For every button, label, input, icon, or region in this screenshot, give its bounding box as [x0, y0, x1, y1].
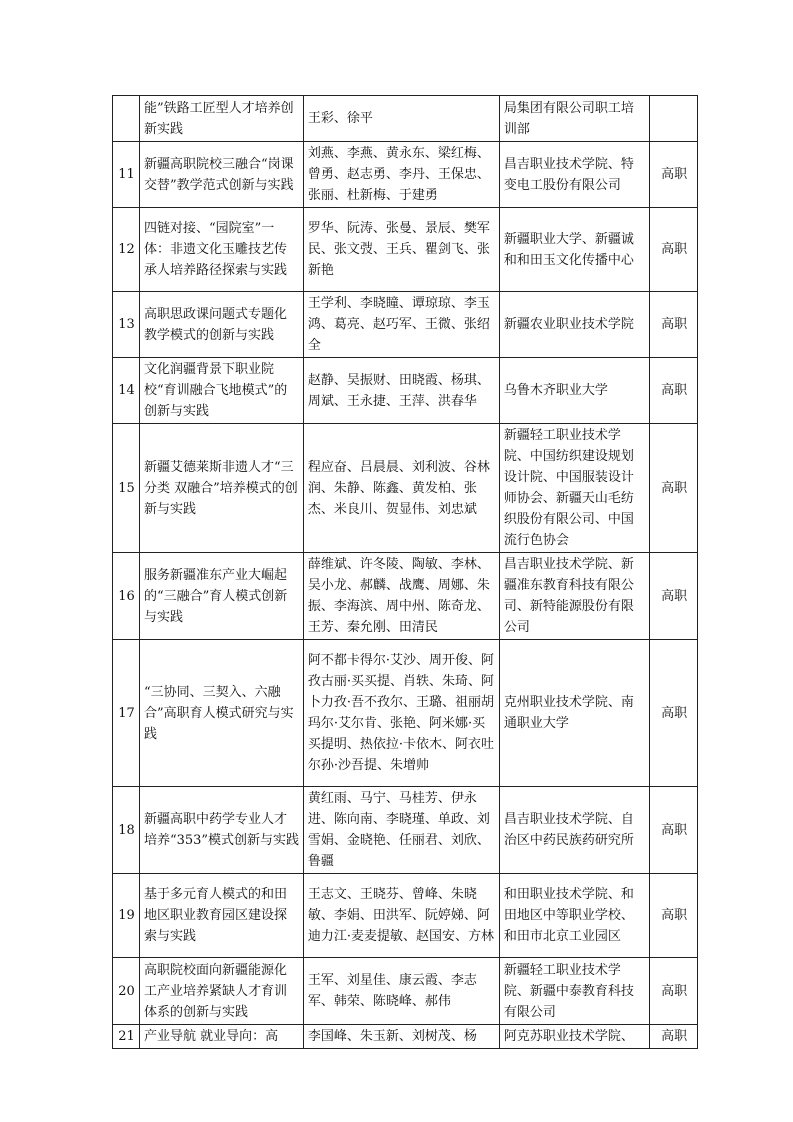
- completing-unit: 乌鲁木齐职业大学: [499, 358, 649, 424]
- row-number: 12: [113, 208, 140, 292]
- project-title: 文化润疆背景下职业院校“育训融合飞地模式”的创新与实践: [139, 358, 303, 424]
- category: 高职: [650, 640, 698, 787]
- category: 高职: [650, 208, 698, 292]
- project-title: 基于多元育人模式的和田地区职业教育园区建设探索与实践: [139, 874, 303, 958]
- project-members: 阿不都卡得尔·艾沙、周开俊、阿孜古丽·买买提、肖轶、朱琦、阿卜力孜·吾不孜尔、王璐、祖丽胡玛尔·艾尔肯、张艳、阿米娜·买买提明、热依拉·卡依木、阿衣吐尔孙·沙吾提、朱增帅: [303, 640, 499, 787]
- row-number: 13: [113, 292, 140, 358]
- table-row: [113, 142, 698, 208]
- table-row: [113, 958, 698, 1025]
- project-title: 高职思政课问题式专题化教学模式的创新与实践: [139, 292, 303, 358]
- table-row: [113, 553, 698, 640]
- project-members: 李国峰、朱玉新、刘树茂、杨: [303, 1025, 499, 1049]
- table-row: [113, 292, 698, 358]
- table-row: [113, 1025, 698, 1049]
- row-number: 15: [113, 424, 140, 553]
- completing-unit: 昌吉职业技术学院、新疆准东教育科技有限公司、新特能源股份有限公司: [499, 553, 649, 640]
- row-number: 21: [113, 1025, 140, 1049]
- category: 高职: [650, 358, 698, 424]
- project-members: 程应奋、吕晨晨、刘利波、谷林润、朱静、陈鑫、黄发柏、张杰、米良川、贺显伟、刘忠斌: [303, 424, 499, 553]
- project-title: 服务新疆准东产业大崛起的“三融合”育人模式创新与实践: [139, 553, 303, 640]
- category: 高职: [650, 1025, 698, 1049]
- category: 高职: [650, 787, 698, 874]
- project-members: 赵静、吴振财、田晓霞、杨琪、周斌、王永捷、王萍、洪春华: [303, 358, 499, 424]
- project-title: 能”铁路工匠型人才培养创新实践: [139, 96, 303, 142]
- table-row: [113, 424, 698, 553]
- project-members: 王志文、王晓芬、曾峰、朱晓敏、李娟、田洪军、阮婷娣、阿迪力江·麦麦提敏、赵国安、方林: [303, 874, 499, 958]
- row-number: 20: [113, 958, 140, 1025]
- category: 高职: [650, 424, 698, 553]
- completing-unit: 阿克苏职业技术学院、: [499, 1025, 649, 1049]
- table-row: [113, 640, 698, 787]
- completing-unit: 克州职业技术学院、南通职业大学: [499, 640, 649, 787]
- completing-unit: 和田职业技术学院、和田地区中等职业学校、和田市北京工业园区: [499, 874, 649, 958]
- category: 高职: [650, 292, 698, 358]
- category: 高职: [650, 142, 698, 208]
- category: 高职: [650, 874, 698, 958]
- row-number: 18: [113, 787, 140, 874]
- completing-unit: 新疆农业职业技术学院: [499, 292, 649, 358]
- project-members: 王彩、徐平: [303, 96, 499, 142]
- row-number: 14: [113, 358, 140, 424]
- project-title: 高职院校面向新疆能源化工产业培养紧缺人才育训体系的创新与实践: [139, 958, 303, 1025]
- project-title: 新疆高职院校三融合“岗课交替”教学范式创新与实践: [139, 142, 303, 208]
- awards-table: [112, 95, 698, 1049]
- project-members: 薛维斌、许冬陵、陶敏、李林、吴小龙、郝麟、战鹰、周娜、朱振、李海滨、周中州、陈奇龙、王芳、秦允刚、田清民: [303, 553, 499, 640]
- table-row: [113, 96, 698, 142]
- category: 高职: [650, 553, 698, 640]
- table-row: [113, 874, 698, 958]
- completing-unit: 局集团有限公司职工培训部: [499, 96, 649, 142]
- project-members: 刘燕、李燕、黄永东、梁红梅、曾勇、赵志勇、李丹、王保忠、张丽、杜新梅、于建勇: [303, 142, 499, 208]
- project-members: 黄红雨、马宁、马桂芳、伊永进、陈向南、李晓瑾、单政、刘雪娟、金晓艳、任丽君、刘欣、鲁疆: [303, 787, 499, 874]
- row-number: [113, 96, 140, 142]
- awards-table-body: [113, 96, 698, 1049]
- project-members: 罗华、阮涛、张曼、景辰、樊军民、张文弢、王兵、瞿剑飞、张新艳: [303, 208, 499, 292]
- project-title: 四链对接、“园院室”一体：非遗文化玉雕技艺传承人培养路径探索与实践: [139, 208, 303, 292]
- project-title: 产业导航 就业导向：高: [139, 1025, 303, 1049]
- table-row: [113, 208, 698, 292]
- completing-unit: 昌吉职业技术学院、特变电工股份有限公司: [499, 142, 649, 208]
- project-members: 王军、刘星佳、康云霞、李志军、韩荣、陈晓峰、郝伟: [303, 958, 499, 1025]
- project-title: 新疆高职中药学专业人才培养“353”模式创新与实践: [139, 787, 303, 874]
- project-title: “三协同、三契入、六融合”高职育人模式研究与实践: [139, 640, 303, 787]
- completing-unit: 新疆轻工职业技术学院、新疆中泰教育科技有限公司: [499, 958, 649, 1025]
- completing-unit: 昌吉职业技术学院、自治区中药民族药研究所: [499, 787, 649, 874]
- category: [650, 96, 698, 142]
- table-row: [113, 787, 698, 874]
- completing-unit: 新疆轻工职业技术学院、中国纺织建设规划设计院、中国服装设计师协会、新疆天山毛纺织股份有限公司、中国流行色协会: [499, 424, 649, 553]
- completing-unit: 新疆职业大学、新疆诚和和田玉文化传播中心: [499, 208, 649, 292]
- project-members: 王学利、李晓瞳、谭琼琼、李玉鸿、葛亮、赵巧军、王微、张绍全: [303, 292, 499, 358]
- project-title: 新疆艾德莱斯非遗人才“三分类 双融合”培养模式的创新与实践: [139, 424, 303, 553]
- row-number: 16: [113, 553, 140, 640]
- row-number: 17: [113, 640, 140, 787]
- row-number: 19: [113, 874, 140, 958]
- category: 高职: [650, 958, 698, 1025]
- table-row: [113, 358, 698, 424]
- row-number: 11: [113, 142, 140, 208]
